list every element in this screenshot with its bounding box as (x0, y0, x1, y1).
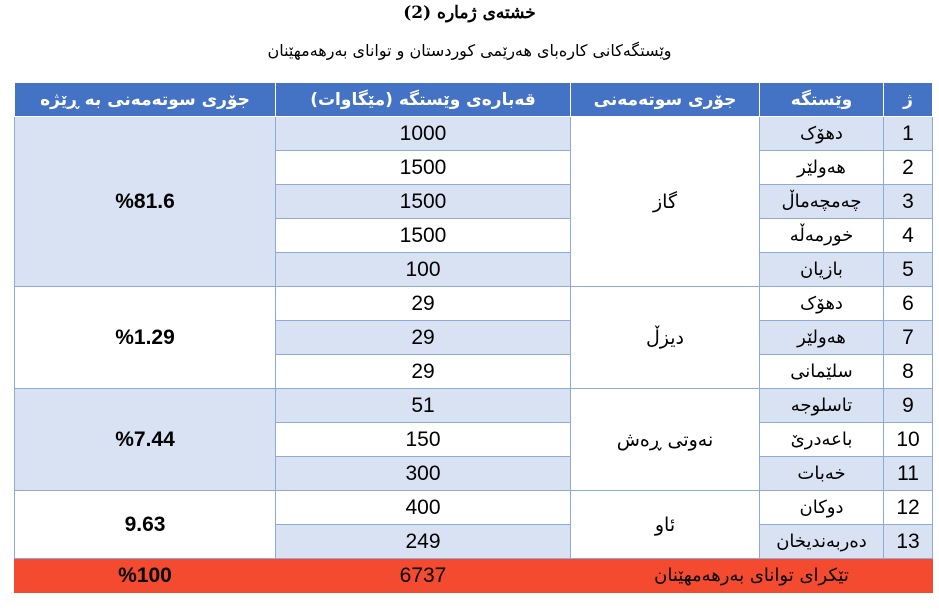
fuel-percent-cell: 9.63 (15, 491, 276, 559)
header-fuel: جۆری سوتەمەنی (571, 83, 760, 117)
station-name-cell: هەولێر (760, 151, 884, 185)
fuel-type-cell: دیزڵ (571, 287, 760, 389)
header-index: ژ (884, 83, 933, 117)
total-row (15, 559, 933, 593)
station-name-cell: چەمچەماڵ (760, 185, 884, 219)
table-row (15, 389, 933, 423)
fuel-type-cell: گاز (571, 117, 760, 287)
station-name-cell: دەربەندیخان (760, 525, 884, 559)
capacity-cell: 249 (276, 525, 571, 559)
row-index-cell: 10 (884, 423, 933, 457)
station-name-cell: سلێمانی (760, 355, 884, 389)
capacity-cell: 300 (276, 457, 571, 491)
capacity-cell: 100 (276, 253, 571, 287)
table-row (15, 287, 933, 321)
fuel-percent-cell: %7.44 (15, 389, 276, 491)
row-index-cell: 2 (884, 151, 933, 185)
power-stations-table (14, 82, 933, 593)
fuel-percent-cell: %1.29 (15, 287, 276, 389)
row-index-cell: 4 (884, 219, 933, 253)
total-percent: %100 (15, 559, 276, 593)
station-name-cell: باعەدرێ (760, 423, 884, 457)
row-index-cell: 13 (884, 525, 933, 559)
capacity-cell: 51 (276, 389, 571, 423)
row-index-cell: 11 (884, 457, 933, 491)
row-index-cell: 3 (884, 185, 933, 219)
capacity-cell: 29 (276, 355, 571, 389)
capacity-cell: 1000 (276, 117, 571, 151)
table-subtitle: وێستگەکانی کارەبای هەرێمی کوردستان و توانای بەرهەمهێنان (267, 41, 672, 60)
capacity-cell: 1500 (276, 185, 571, 219)
fuel-type-cell: ئاو (571, 491, 760, 559)
capacity-cell: 1500 (276, 219, 571, 253)
station-name-cell: دوکان (760, 491, 884, 525)
station-name-cell: خورمەڵە (760, 219, 884, 253)
fuel-type-cell: نەوتی ڕەش (571, 389, 760, 491)
station-name-cell: بازیان (760, 253, 884, 287)
station-name-cell: خەبات (760, 457, 884, 491)
table-row (15, 491, 933, 525)
table-body (15, 117, 933, 559)
capacity-cell: 1500 (276, 151, 571, 185)
row-index-cell: 5 (884, 253, 933, 287)
header-station: وێستگە (760, 83, 884, 117)
total-label: تێکرای توانای بەرهەمهێنان (571, 559, 933, 593)
row-index-cell: 1 (884, 117, 933, 151)
row-index-cell: 9 (884, 389, 933, 423)
row-index-cell: 8 (884, 355, 933, 389)
fuel-percent-cell: %81.6 (15, 117, 276, 287)
station-name-cell: هەولێر (760, 321, 884, 355)
total-capacity: 6737 (276, 559, 571, 593)
station-name-cell: دهۆک (760, 117, 884, 151)
row-index-cell: 7 (884, 321, 933, 355)
table-header-row (15, 83, 933, 117)
row-index-cell: 6 (884, 287, 933, 321)
capacity-cell: 29 (276, 321, 571, 355)
header-capacity: قەبارەی وێستگە (مێگاوات) (276, 83, 571, 117)
capacity-cell: 29 (276, 287, 571, 321)
station-name-cell: دهۆک (760, 287, 884, 321)
capacity-cell: 400 (276, 491, 571, 525)
table-row (15, 117, 933, 151)
row-index-cell: 12 (884, 491, 933, 525)
table-caption: خشتەی ژمارە (2) (403, 3, 536, 23)
station-name-cell: تاسلوجە (760, 389, 884, 423)
header-percent: جۆری سوتەمەنی بە ڕێژە (15, 83, 276, 117)
capacity-cell: 150 (276, 423, 571, 457)
